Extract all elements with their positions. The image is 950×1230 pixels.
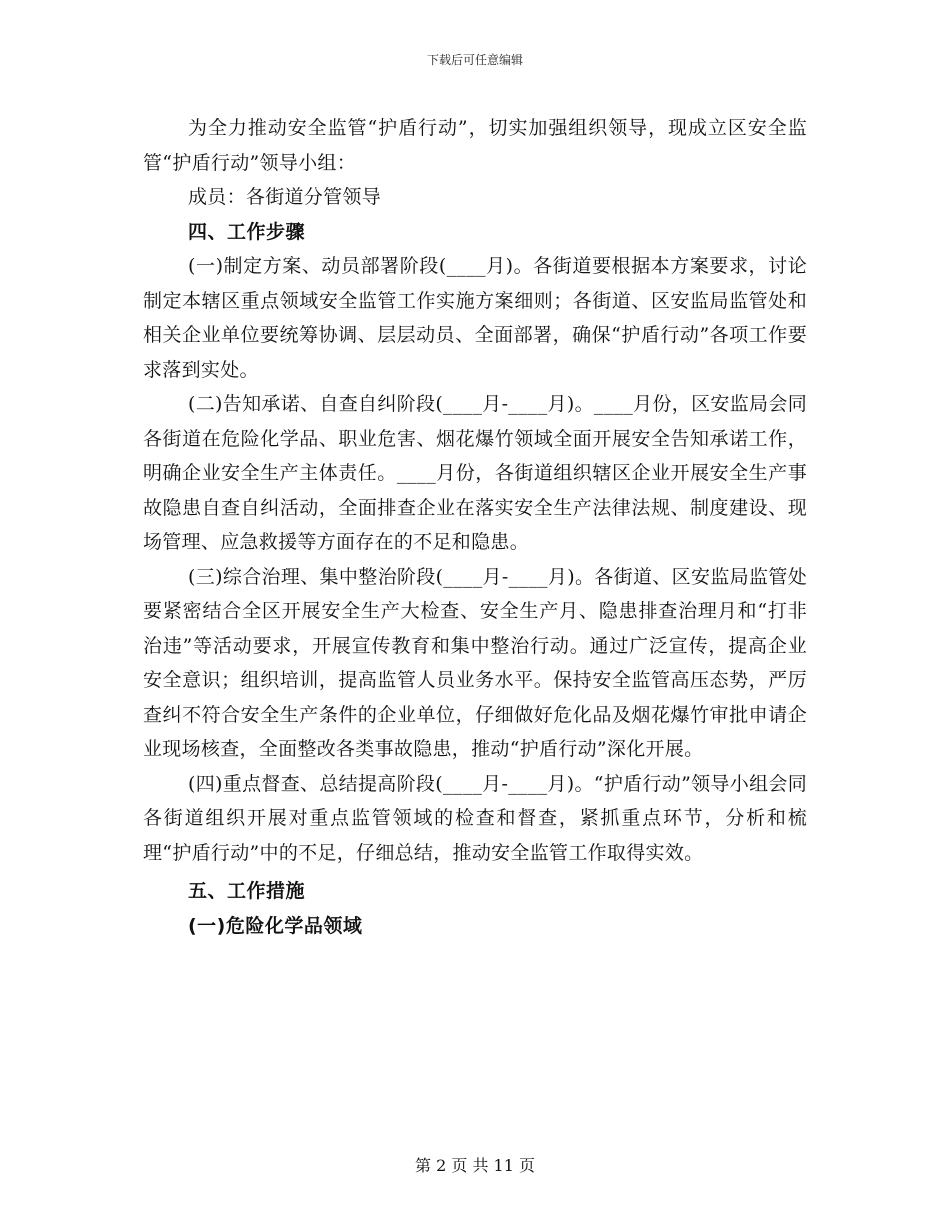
paragraph-step-4: (四)重点督查、总结提高阶段(____月-____月)。“护盾行动”领导小组会同各街道组织开展对重点监管领域的检查和督查，紧抓重点环节，分析和梳理“护盾行动”中的不足，仔细总结，推动安全监管工作取得实效。 <box>143 772 807 864</box>
section-heading-work-measures: 五、工作措施 <box>188 880 306 902</box>
paragraph-step-2: (二)告知承诺、自查自纠阶段(____月-____月)。____月份，区安监局会同各街道在危险化学品、职业危害、烟花爆竹领域全面开展安全告知承诺工作，明确企业安全生产主体责任。____月份，各街道组织辖区企业开展安全生产事故隐患自查自纠活动，全面排查企业在落实安全生产法律法规、制度建设、现场管理、应急救援等方面存在的不足和隐患。 <box>143 393 807 553</box>
paragraph-leadership-group: 为全力推动安全监管“护盾行动”，切实加强组织领导，现成立区安全监管“护盾行动”领导小组： <box>143 117 807 174</box>
paragraph-members: 成员：各街道分管领导 <box>188 186 382 208</box>
section-heading-work-steps: 四、工作步骤 <box>188 220 306 243</box>
page-header: 下载后可任意编辑 <box>426 53 523 67</box>
page-footer: 第 2 页 共 11 页 <box>415 1156 535 1175</box>
document-body <box>143 111 807 943</box>
paragraph-step-1: (一)制定方案、动员部署阶段(____月)。各街道要根据本方案要求，讨论制定本辖区重点领域安全监管工作实施方案细则；各街道、区安监局监管处和相关企业单位要统筹协调、层层动员、全面部署，确保“护盾行动”各项工作要求落到实处。 <box>143 255 807 381</box>
paragraph-step-3: (三)综合治理、集中整治阶段(____月-____月)。各街道、区安监局监管处要紧密结合全区开展安全生产大检查、安全生产月、隐患排查治理月和“打非治违”等活动要求，开展宣传教育和集中整治行动。通过广泛宣传，提高企业安全意识；组织培训，提高监管人员业务水平。保持安全监管高压态势，严厉查纠不符合安全生产条件的企业单位，仔细做好危化品及烟花爆竹审批申请企业现场核查，全面整改各类事故隐患，推动“护盾行动”深化开展。 <box>143 565 807 760</box>
subsection-heading-hazardous-chemicals: (一)危险化学品领域 <box>188 914 363 937</box>
